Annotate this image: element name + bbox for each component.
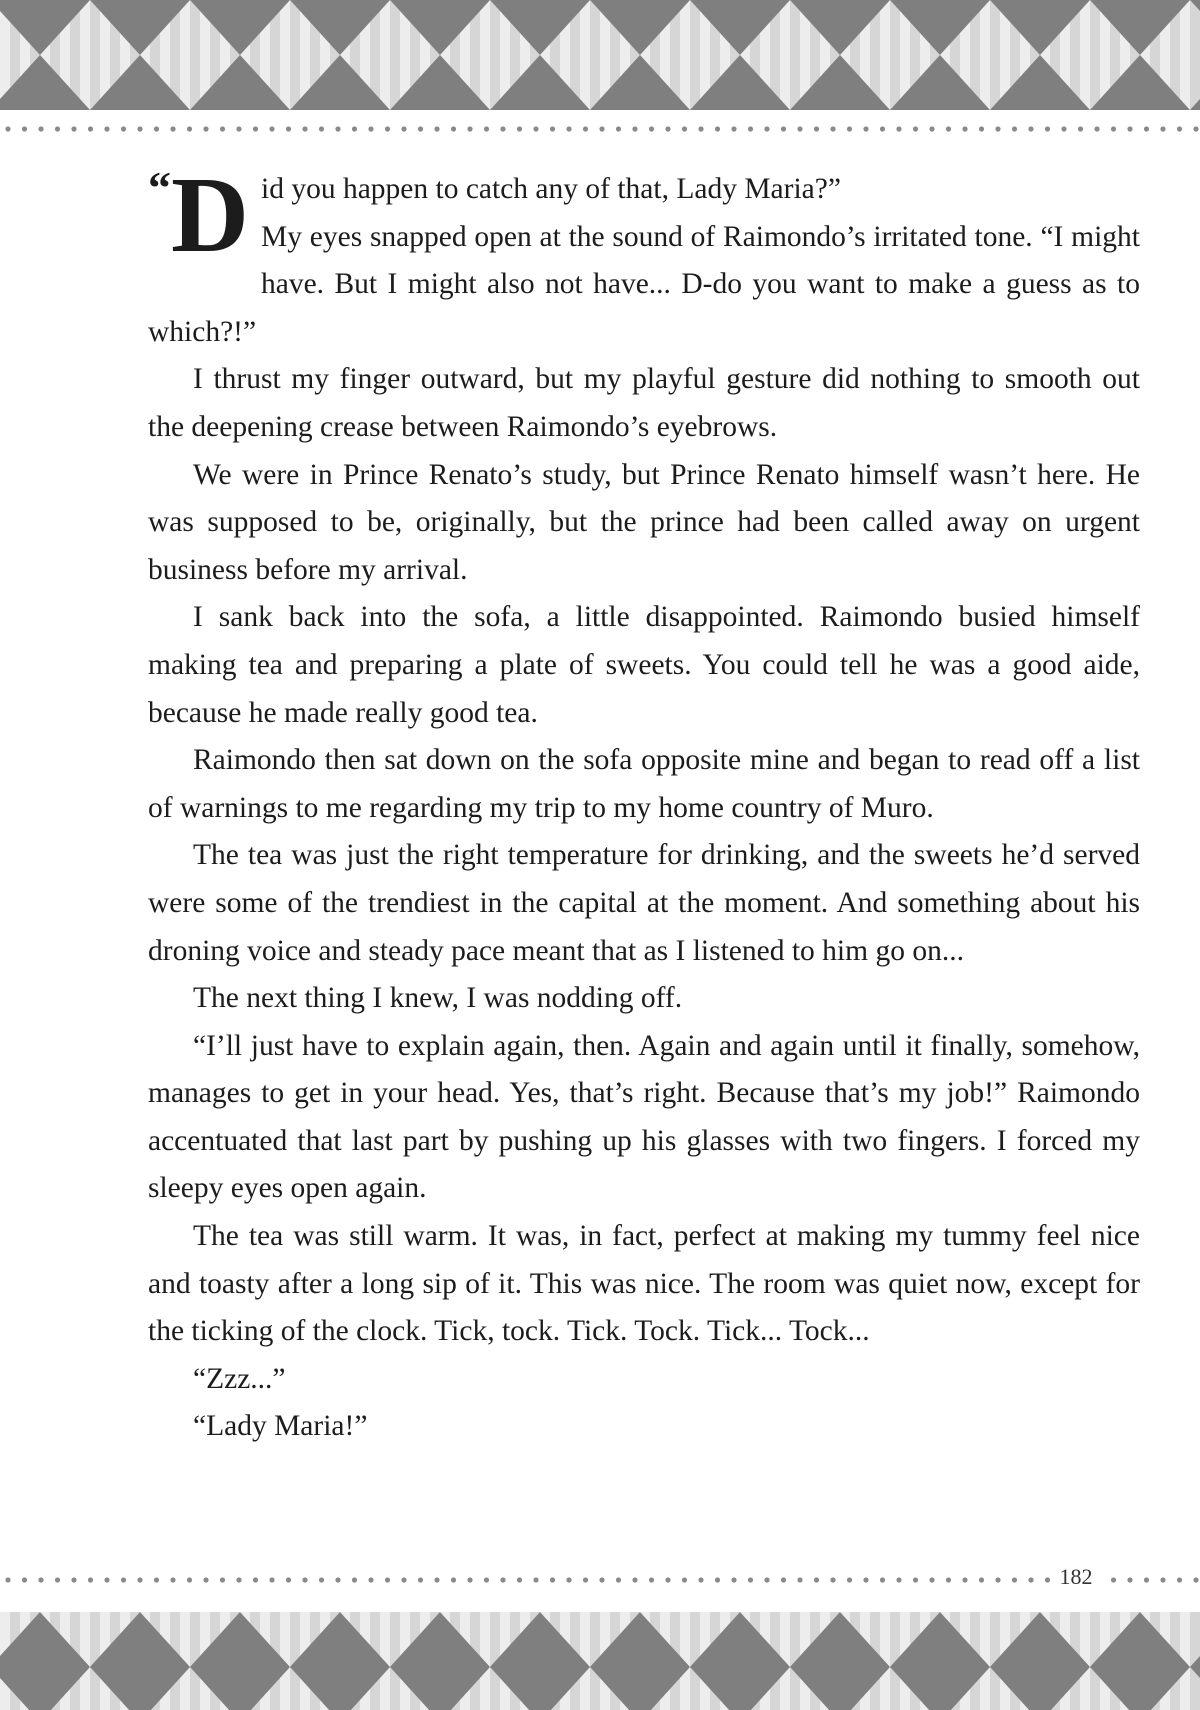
paragraph-11: “Zzz...” <box>193 1362 286 1395</box>
paragraph-6: Raimondo then sat down on the sofa opposite mine and began to read off a list of warnings to me regarding my trip to my home country of Muro. <box>148 744 1140 824</box>
paragraph-10: The tea was still warm. It was, in fact, perfect at making my tummy feel nice and toasty after a long sip of it. This was nice. The room was quiet now, except for the ticking of the clock. Tick, tock. Tick. Tock. Tick... Tock... <box>148 1220 1140 1348</box>
chapter-text <box>148 156 1140 1451</box>
paragraph-12: “Lady Maria!” <box>193 1410 368 1443</box>
paragraph-2: My eyes snapped open at the sound of Raimondo’s irritated tone. “I might have. But I might also not have... D-do you want to make a guess as to which?!” <box>148 220 1140 348</box>
paragraph-5: I sank back into the sofa, a little disappointed. Raimondo busied himself making tea and preparing a plate of sweets. You could tell he was a good aide, because he made really good tea. <box>148 601 1140 729</box>
top-dotted-rule <box>0 122 1200 136</box>
drop-cap <box>148 156 249 275</box>
paragraph-7: The tea was just the right temperature for drinking, and the sweets he’d served were some of the trendiest in the capital at the moment. And something about his droning voice and steady pace meant that as I listened to him go on... <box>148 839 1140 967</box>
paragraph-1 <box>148 156 1140 275</box>
paragraph-8: The next thing I knew, I was nodding off. <box>193 982 683 1015</box>
page-number: 182 <box>1052 1561 1100 1593</box>
top-argyle-border <box>0 0 1200 110</box>
paragraph-1-text: id you happen to catch any of that, Lady Maria?” <box>261 173 841 205</box>
drop-cap-open-quote: “ <box>148 162 169 213</box>
paragraph-4: We were in Prince Renato’s study, but Prince Renato himself wasn’t here. He was supposed to be, originally, but the prince had been called away on urgent business before my arrival. <box>148 458 1140 586</box>
bottom-dotted-rule <box>0 1573 1200 1587</box>
paragraph-3: I thrust my finger outward, but my playful gesture did nothing to smooth out the deepening crease between Raimondo’s eyebrows. <box>148 363 1140 443</box>
paragraph-9: “I’ll just have to explain again, then. Again and again until it finally, somehow, manages to get in your head. Yes, that’s right. Because that’s my job!” Raimondo accentuated that last part by pushing up his glasses with two fingers. I forced my sleepy eyes open again. <box>148 1029 1140 1205</box>
bottom-argyle-border <box>0 1612 1200 1710</box>
drop-cap-letter: D <box>171 156 249 275</box>
